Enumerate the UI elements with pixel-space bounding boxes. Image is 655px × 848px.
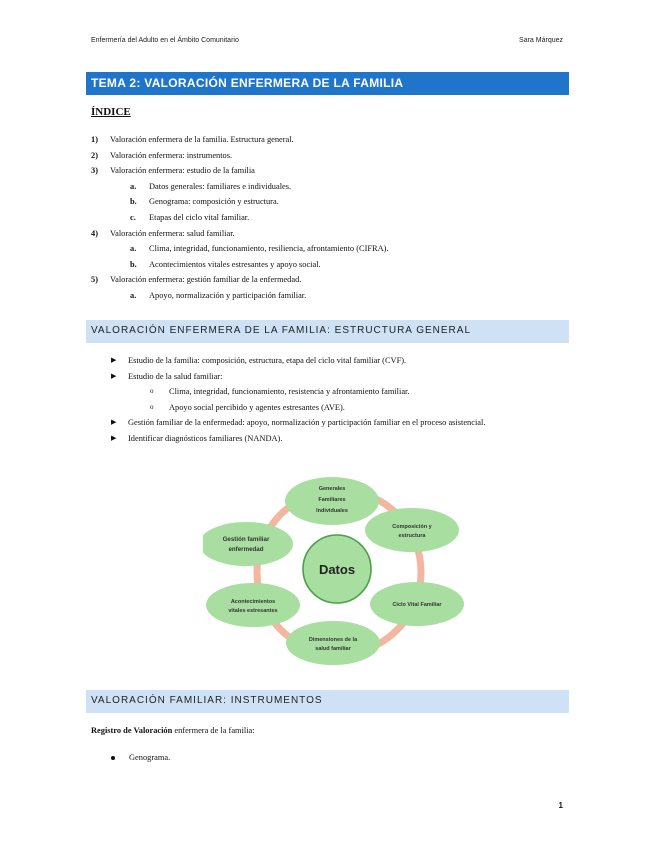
header-right: Sara Márquez (519, 37, 563, 44)
node-dimensiones-salud (286, 621, 380, 665)
node-gestion-familiar (203, 522, 293, 566)
node-composicion (365, 508, 459, 552)
svg-text:Individuales: Individuales (316, 508, 348, 514)
svg-text:estructura: estructura (398, 533, 426, 539)
arrow-bullet-icon: ▶ (111, 371, 117, 380)
svg-text:Datos: Datos (318, 562, 356, 577)
svg-text:Acontecimientos: Acontecimientos (230, 599, 276, 605)
list-item: ▶ Estudio de la salud familiar: (108, 369, 568, 385)
section-title: VALORACIÓN FAMILIAR: INSTRUMENTOS (91, 695, 323, 706)
svg-text:Familiares: Familiares (318, 497, 346, 503)
list-subitem: o Clima, integridad, funcionamiento, resistencia y afrontamiento familiar. (108, 384, 568, 400)
registro-paragraph: Registro de Valoración enfermera de la familia: (91, 726, 255, 735)
list-item: ▶ Gestión familiar de la enfermedad: apoyo, normalización y participación familiar en el proceso asistencial. (108, 415, 568, 431)
arrow-bullet-icon: ▶ (111, 418, 117, 427)
arrow-bullet-icon: ▶ (111, 356, 117, 364)
title-bar (86, 72, 569, 95)
list-item: ▶ Estudio de la familia: composición, estructura, etapa del ciclo vital familiar (CVF). (108, 353, 568, 369)
svg-text:Dimensiones de la: Dimensiones de la (308, 637, 358, 643)
svg-text:Composición y: Composición y (392, 524, 432, 530)
section-header-instrumentos (86, 690, 569, 713)
node-acontecimientos (206, 583, 300, 627)
page-number: 1 (558, 801, 563, 810)
svg-text:Ciclo Vital Familiar: Ciclo Vital Familiar (392, 602, 442, 608)
node-datos-generales (285, 477, 379, 525)
circle-bullet-icon: o (150, 387, 154, 396)
family-assessment-diagram (203, 474, 475, 670)
section-header-estructura (86, 320, 569, 343)
dot-bullet-icon (111, 756, 115, 760)
bullet-list (108, 353, 568, 447)
arrow-bullet-icon: ▶ (111, 433, 117, 442)
svg-text:vitales estresantes: vitales estresantes (228, 608, 278, 614)
svg-text:enfermedad: enfermedad (228, 546, 264, 553)
node-ciclo-vital (370, 582, 464, 626)
indice-heading: ÍNDICE (91, 106, 131, 118)
list-item: Genograma. (111, 753, 170, 762)
center-node-datos (303, 535, 371, 603)
list-item: ▶ Identificar diagnósticos familiares (NANDA). (108, 431, 568, 447)
svg-text:salud familiar: salud familiar (315, 646, 351, 652)
circle-bullet-icon: o (150, 402, 154, 411)
list-subitem: o Apoyo social percibido y agentes estresantes (AVE). (108, 400, 568, 416)
header-left: Enfermería del Adulto en el Ámbito Comunitario (91, 37, 239, 44)
svg-text:Generales: Generales (318, 486, 346, 492)
section-title: VALORACIÓN ENFERMERA DE LA FAMILIA: ESTRUCTURA GENERAL (91, 325, 472, 336)
svg-text:Gestión familiar: Gestión familiar (222, 536, 270, 543)
page-title: TEMA 2: VALORACIÓN ENFERMERA DE LA FAMILIA (91, 76, 404, 90)
